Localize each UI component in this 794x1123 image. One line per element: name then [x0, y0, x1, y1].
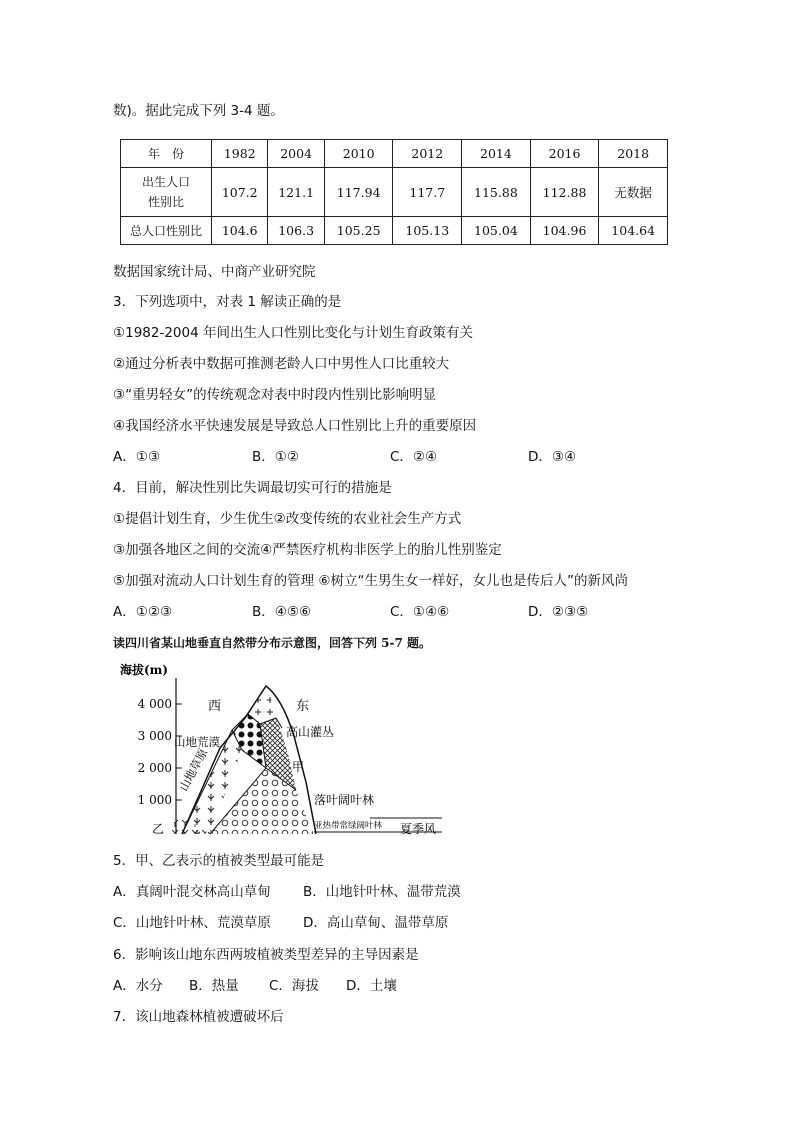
table-cell: 2010 [324, 140, 393, 168]
table-row [121, 217, 668, 245]
table-cell: 105.25 [324, 217, 393, 245]
option-b[interactable]: B．④⑤⑥ [252, 604, 312, 620]
table-header-row [121, 140, 668, 168]
table-cell: 105.04 [462, 217, 531, 245]
option-c[interactable]: C．①④⑥ [390, 604, 450, 620]
grassland-label: 山地草原 [176, 746, 211, 794]
east-label: 东 [296, 699, 310, 714]
table-cell: 107.2 [212, 168, 268, 217]
option-a[interactable]: A．真阔叶混交林高山草甸 [113, 884, 271, 900]
table-cell: 121.1 [268, 168, 324, 217]
q4-item: ①提倡计划生育，少生优生②改变传统的农业社会生产方式 [113, 511, 462, 527]
y-axis-title: 海拔(m) [120, 663, 169, 677]
option-d[interactable]: D．高山草甸、温带草原 [303, 915, 449, 931]
deciduous-label: 落叶阔叶林 [314, 793, 375, 807]
table-cell: 2014 [462, 140, 531, 168]
table-cell: 106.3 [268, 217, 324, 245]
option-b[interactable]: B．①② [252, 449, 299, 465]
q5-options [113, 913, 693, 933]
table-row [121, 168, 668, 217]
tick-label: 1 000 [137, 793, 172, 807]
table-cell: 104.6 [212, 217, 268, 245]
tick-label: 3 000 [137, 729, 172, 743]
option-b[interactable]: B．山地针叶林、温带荒漠 [303, 884, 461, 900]
data-source: 数据国家统计局、中商产业研究院 [113, 264, 316, 280]
table-cell: 1982 [212, 140, 268, 168]
option-d[interactable]: D．②③⑤ [528, 604, 589, 620]
option-b[interactable]: B．热量 [189, 978, 239, 994]
table-cell [121, 168, 212, 217]
west-label: 西 [208, 699, 222, 714]
jia-label: 甲 [292, 760, 305, 774]
q3-item: ②通过分析表中数据可推测老龄人口中男性人口比重较大 [113, 356, 450, 372]
table-cell: 117.94 [324, 168, 393, 217]
row-label: 性别比 [147, 195, 184, 209]
q3-item: ③“重男轻女”的传统观念对表中时段内性别比影响明显 [113, 387, 437, 403]
option-a[interactable]: A．①③ [113, 449, 160, 465]
figure-intro: 读四川省某山地垂直自然带分布示意图，回答下列 5-7 题。 [113, 636, 432, 650]
q3-item: ④我国经济水平快速发展是导致总人口性别比上升的重要原因 [113, 418, 477, 434]
yi-label: 乙 [152, 822, 165, 836]
shrub-label: 高山灌丛 [286, 725, 335, 739]
option-a[interactable]: A．①②③ [113, 604, 173, 620]
sex-ratio-table [120, 139, 668, 245]
table-cell: 117.7 [393, 168, 462, 217]
evergreen-label: 亚热带常绿阔叶林 [314, 821, 383, 831]
table-cell: 104.64 [599, 217, 668, 245]
row-label: 出生人口 [141, 175, 190, 189]
table-cell: 105.13 [393, 217, 462, 245]
q3-item: ①1982-2004 年间出生人口性别比变化与计划生育政策有关 [113, 325, 473, 341]
vertical-zone-diagram [120, 658, 450, 838]
q6-options [113, 976, 693, 996]
question-4-stem: 4．目前，解决性别比失调最切实可行的措施是 [113, 480, 392, 496]
tick-label: 2 000 [137, 761, 172, 775]
table-cell: 2012 [393, 140, 462, 168]
desert-label: 山地荒漠 [174, 735, 220, 749]
table-cell: 112.88 [530, 168, 599, 217]
question-3-stem: 3．下列选项中，对表 1 解读正确的是 [113, 294, 342, 310]
option-d[interactable]: D．③④ [528, 449, 577, 465]
option-c[interactable]: C．海拔 [269, 978, 319, 994]
q4-item: ③加强各地区之间的交流④严禁医疗机构非医学上的胎儿性别鉴定 [113, 542, 502, 558]
table-cell: 年 份 [121, 140, 212, 168]
option-a[interactable]: A．水分 [113, 978, 163, 994]
table-cell: 2018 [599, 140, 668, 168]
table-cell: 2016 [530, 140, 599, 168]
option-d[interactable]: D．土壤 [346, 978, 397, 994]
q4-item: ⑤加强对流动人口计划生育的管理 ⑥树立“生男生女一样好，女儿也是传后人”的新风尚 [113, 573, 628, 589]
q3-options [113, 447, 693, 467]
table-cell: 无数据 [599, 168, 668, 217]
table-cell: 104.96 [530, 217, 599, 245]
intro-text: 数)。据此完成下列 3-4 题。 [113, 103, 284, 119]
option-c[interactable]: C．山地针叶林、荒漠草原 [113, 915, 271, 931]
question-6-stem: 6．影响该山地东西两坡植被类型差异的主导因素是 [113, 947, 419, 963]
option-c[interactable]: C．②④ [390, 449, 438, 465]
table-cell: 115.88 [462, 168, 531, 217]
question-5-stem: 5．甲、乙表示的植被类型最可能是 [113, 853, 325, 869]
q4-options [113, 602, 693, 622]
tick-label: 4 000 [137, 697, 172, 711]
table-cell: 总人口性别比 [121, 217, 212, 245]
table-cell: 2004 [268, 140, 324, 168]
wind-label: 夏季风 [400, 822, 437, 836]
question-7-stem: 7．该山地森林植被遭破坏后 [113, 1009, 284, 1025]
q5-options [113, 882, 693, 902]
